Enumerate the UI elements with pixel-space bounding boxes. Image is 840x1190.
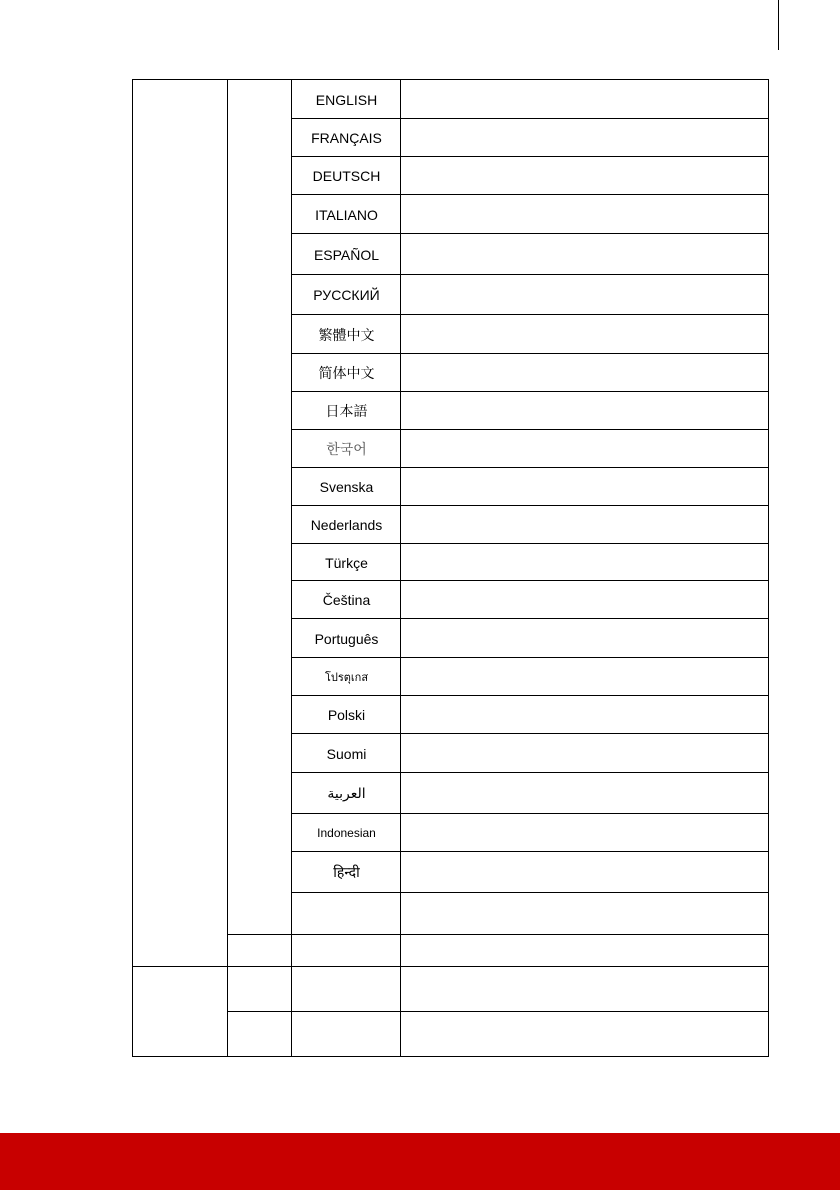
row-line [227,1011,769,1012]
language-label: 简体中文 [318,365,375,381]
language-label: 日本語 [325,403,368,419]
language-label: โปรตุเกส [324,672,369,684]
language-label: Türkçe [325,554,368,571]
language-label: FRANÇAIS [311,130,382,146]
language-label: DEUTSCH [312,168,381,184]
language-label: Nederlands [310,517,383,533]
language-label: हिन्दी [333,864,360,880]
language-label: Čeština [322,592,371,608]
language-label: 한국어 [326,441,367,457]
section-line [133,966,769,967]
language-label: ITALIANO [315,206,378,223]
col-divider-1 [227,80,228,1056]
language-label: 繁體中文 [318,326,375,343]
footer-bar [0,1133,840,1190]
crop-mark [778,0,779,50]
language-label: Português [314,630,379,647]
language-label: РУССКИЙ [313,287,380,303]
language-label: Indonesian [317,826,376,840]
language-label: ESPAÑOL [313,246,380,263]
language-label: Polski [327,707,366,723]
language-label: العربية [327,785,366,801]
language-label: Suomi [326,745,367,762]
row-line [227,934,769,935]
language-label: Svenska [319,479,374,495]
menu-table [132,79,769,1057]
language-label: ENGLISH [315,92,378,108]
